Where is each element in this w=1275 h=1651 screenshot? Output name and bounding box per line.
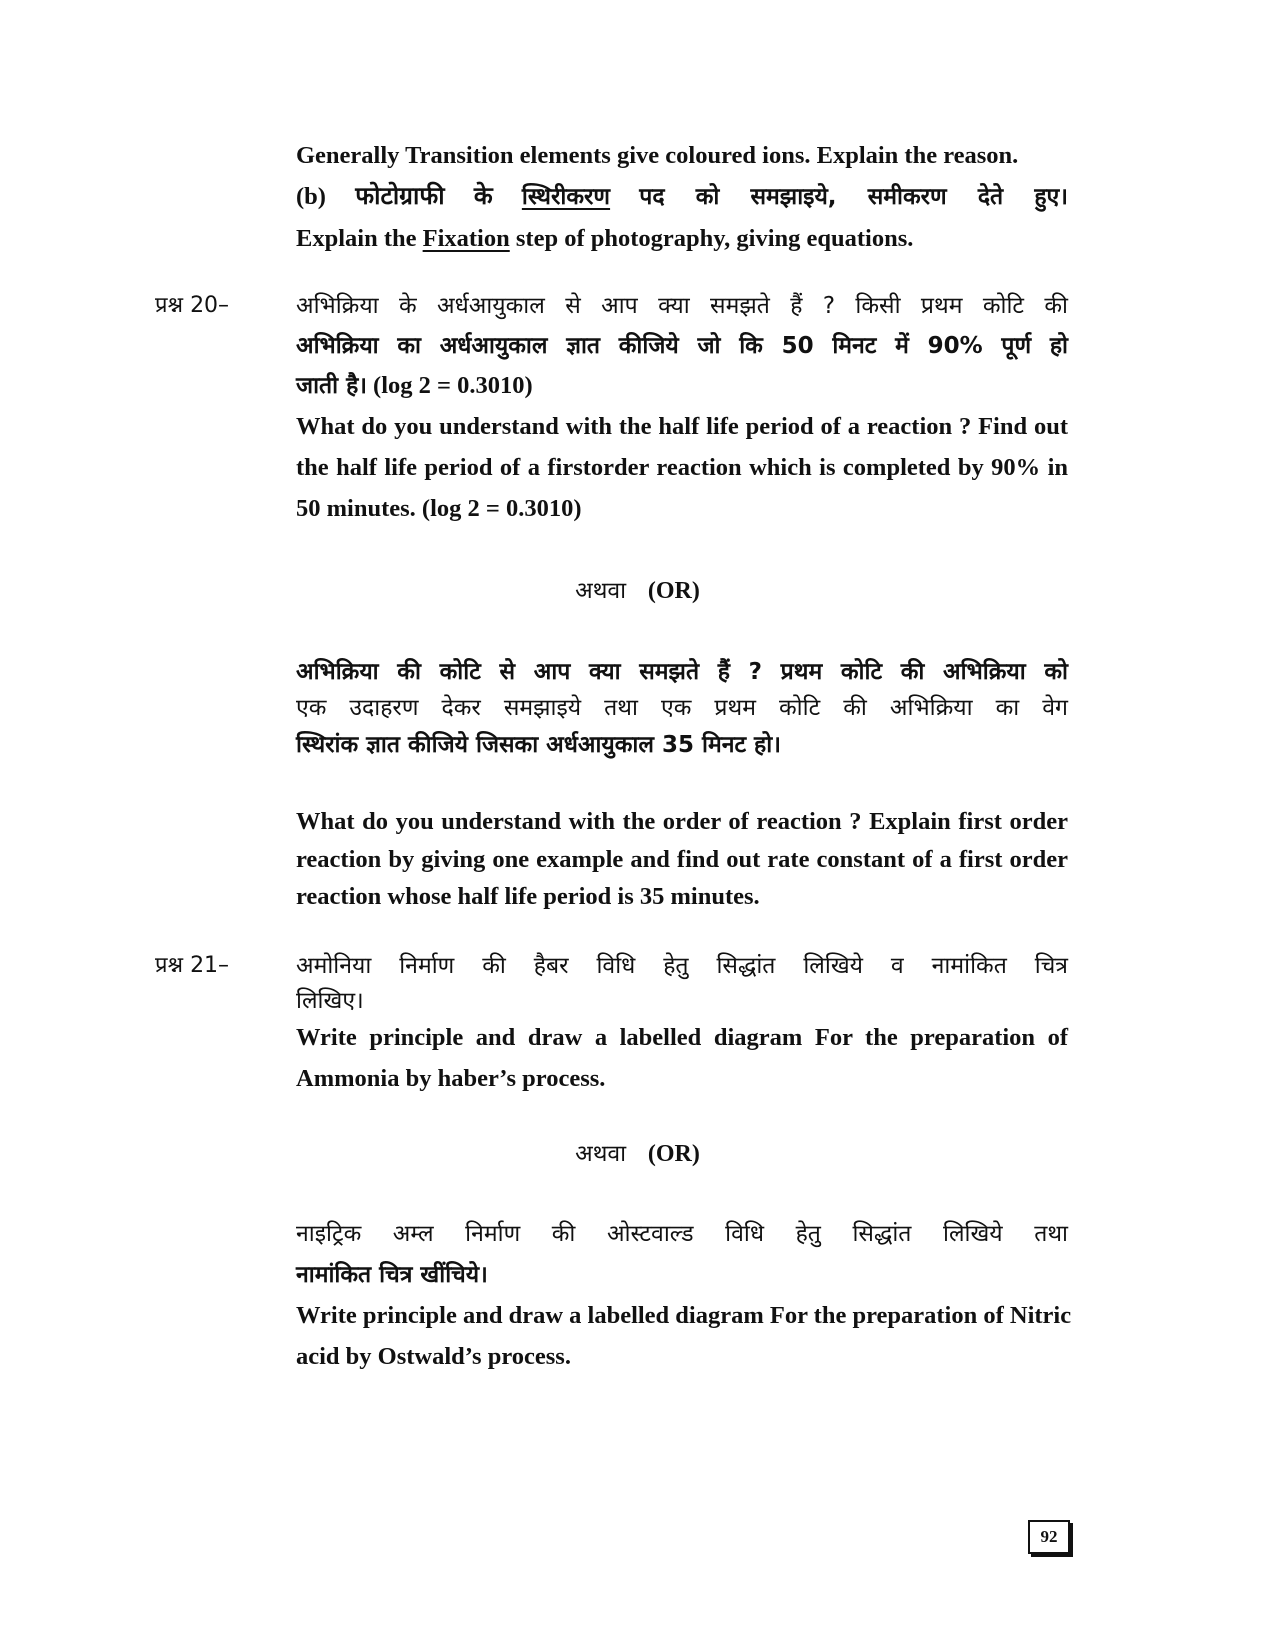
q19-english-line3 xyxy=(296,223,1068,255)
q21-or-english: (OR) xyxy=(647,1141,700,1167)
q20-hindi-line1: अभिक्रिया के अर्धआयुकाल से आप क्या समझते हैं ? किसी प्रथम कोटि की xyxy=(296,293,1068,319)
q20-english-line2: the half life period of a firstorder reaction which is completed by 90% in xyxy=(296,454,1068,481)
q19-hindi-prefix: (b) फोटोग्राफी के xyxy=(296,183,493,210)
q20-hindi-line3-text: जाती है। xyxy=(296,373,368,399)
q19-hindi-line2 xyxy=(296,181,1068,213)
q20-hindi-line3 xyxy=(296,370,1068,402)
q19-english-suffix: step of photography, giving equations. xyxy=(515,225,914,252)
q20-log-formula: (log 2 = 0.3010) xyxy=(373,372,533,399)
q20-alt-english-line1: What do you understand with the order of reaction ? Explain first order xyxy=(296,808,1068,835)
q21-english-line1: Write principle and draw a labelled diagram For the preparation of xyxy=(296,1024,1068,1051)
q20-or-english: (OR) xyxy=(647,578,700,604)
q21-or-separator xyxy=(0,1138,1275,1170)
q19-english-line1: Generally Transition elements give coloured ions. Explain the reason. xyxy=(296,142,1019,169)
question-21-number: प्रश्न 21– xyxy=(155,953,230,978)
q21-english-line2: Ammonia by haber’s process. xyxy=(296,1065,606,1092)
q20-hindi-line2: अभिक्रिया का अर्धआयुकाल ज्ञात कीजिये जो कि 50 मिनट में 90% पूर्ण हो xyxy=(296,333,1068,359)
q19-english-underlined-term: Fixation xyxy=(422,225,510,252)
q21-alt-hindi-line2: नामांकित चित्र खींचिये। xyxy=(296,1262,488,1288)
q21-alt-hindi-line1: नाइट्रिक अम्ल निर्माण की ओस्टवाल्ड विधि हेतु सिद्धांत लिखिये तथा xyxy=(296,1221,1068,1247)
q21-alt-english-line2: acid by Ostwald’s process. xyxy=(296,1343,571,1370)
q21-hindi-line2: लिखिए। xyxy=(296,988,364,1014)
q20-or-hindi: अथवा xyxy=(575,578,627,604)
q20-or-separator xyxy=(0,575,1275,607)
q20-english-line3: 50 minutes. (log 2 = 0.3010) xyxy=(296,495,582,522)
q20-alt-hindi-line1: अभिक्रिया की कोटि से आप क्या समझते हैं ? प्रथम कोटि की अभिक्रिया को xyxy=(296,659,1068,685)
question-20-number: प्रश्न 20– xyxy=(155,293,230,318)
q19-hindi-underlined-term: स्थिरीकरण xyxy=(521,184,611,210)
q20-alt-hindi-line3: स्थिरांक ज्ञात कीजिये जिसका अर्धआयुकाल 35 मिनट हो। xyxy=(296,732,781,758)
q21-or-hindi: अथवा xyxy=(575,1141,627,1167)
q21-hindi-line1: अमोनिया निर्माण की हैबर विधि हेतु सिद्धांत लिखिये व नामांकित चित्र xyxy=(296,953,1068,979)
q19-english-prefix: Explain the xyxy=(296,225,417,252)
page-number-box: 92 xyxy=(1028,1520,1070,1554)
q20-english-line1: What do you understand with the half life period of a reaction ? Find out xyxy=(296,413,1068,440)
q19-hindi-suffix: पद को समझाइये, समीकरण देते हुए। xyxy=(639,184,1068,210)
q20-alt-hindi-line2: एक उदाहरण देकर समझाइये तथा एक प्रथम कोटि की अभिक्रिया का वेग xyxy=(296,695,1068,721)
q21-alt-english-line1: Write principle and draw a labelled diagram For the preparation of Nitric xyxy=(296,1302,1072,1329)
q20-alt-english-line3: reaction whose half life period is 35 minutes. xyxy=(296,883,760,910)
q20-alt-english-line2: reaction by giving one example and find out rate constant of a first order xyxy=(296,846,1068,873)
